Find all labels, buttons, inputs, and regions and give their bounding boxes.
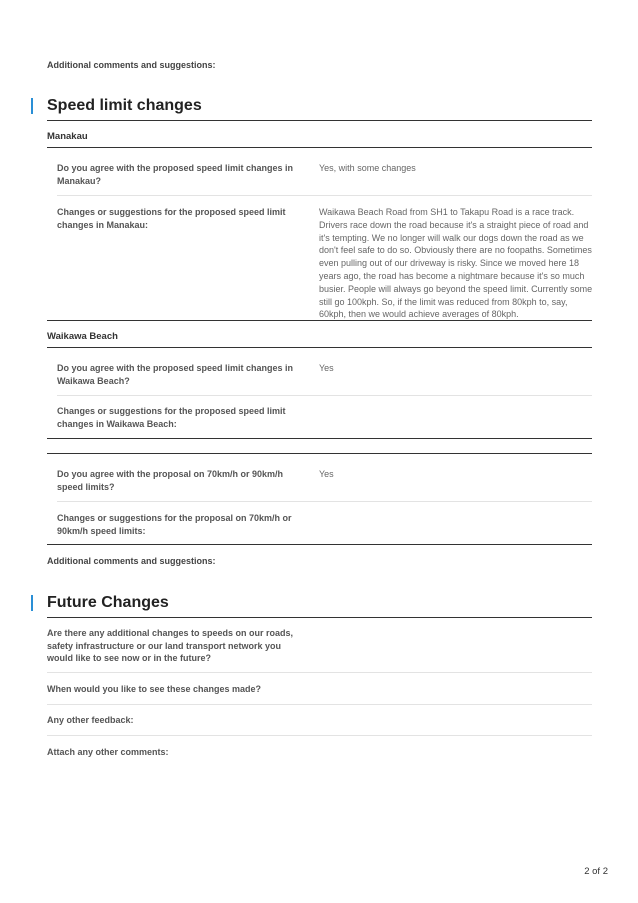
row-divider [57, 501, 592, 502]
page-number: 2 of 2 [584, 866, 608, 877]
subsection-divider [47, 438, 592, 439]
question-manakau-changes: Changes or suggestions for the proposed speed limit changes in Manakau: [57, 207, 286, 230]
question-manakau-agree: Do you agree with the proposed speed limit changes in Manakau? [57, 163, 294, 186]
subsection-divider [47, 320, 592, 321]
subsection-title-waikawa: Waikawa Beach [47, 331, 118, 342]
subsection-divider [47, 147, 592, 148]
section-title-speed-limit: Speed limit changes [47, 97, 202, 114]
answer-waikawa-agree: Yes [319, 363, 334, 373]
section-divider [47, 120, 592, 121]
section-title-future-changes: Future Changes [47, 594, 169, 611]
answer-manakau-agree: Yes, with some changes [319, 163, 416, 173]
subsection-divider [47, 453, 592, 454]
question-waikawa-changes: Changes or suggestions for the proposed speed limit changes in Waikawa Beach: [57, 406, 286, 429]
section-accent-bar [31, 98, 33, 114]
row-divider [47, 672, 592, 673]
row-divider [57, 195, 592, 196]
additional-comments-label: Additional comments and suggestions: [47, 60, 216, 70]
additional-comments-label: Additional comments and suggestions: [47, 556, 216, 566]
section-accent-bar [31, 595, 33, 611]
answer-manakau-changes: Waikawa Beach Road from SH1 to Takapu Road is a race track. Drivers race down the road because it's a straight piece of road and it's tempting. We no longer will walk our dogs down the road as we don't feel safe to do so. Obviously there are no foopaths. Sometimes even pulling out of our driveway is risky. Since we moved here 18 years ago, the road has become a nightmare because it's so much busier. People will always go beyond the speed limit. Currently some still go 100kph. So, if the limit was reduced from 80kph to, say, 60kph, then we would achieve averages of 80kph. [319, 207, 593, 320]
question-waikawa-agree: Do you agree with the proposed speed limit changes in Waikawa Beach? [57, 363, 294, 386]
subsection-title-manakau: Manakau [47, 131, 88, 142]
row-divider [47, 735, 592, 736]
answer-general-agree: Yes [319, 469, 334, 479]
row-divider [47, 704, 592, 705]
question-general-agree: Do you agree with the proposal on 70km/h or 90km/h speed limits? [57, 469, 284, 492]
row-divider [57, 395, 592, 396]
subsection-divider [47, 347, 592, 348]
section-divider [47, 617, 592, 618]
question-attach-comments: Attach any other comments: [47, 747, 169, 757]
question-when-changes: When would you like to see these changes made? [47, 684, 262, 694]
question-general-changes: Changes or suggestions for the proposal on 70km/h or 90km/h speed limits: [57, 513, 292, 536]
question-other-feedback: Any other feedback: [47, 715, 134, 725]
question-additional-changes: Are there any additional changes to speeds on our roads, safety infrastructure or our land transport network you would like to see now or in the future? [47, 628, 294, 663]
subsection-divider [47, 544, 592, 545]
